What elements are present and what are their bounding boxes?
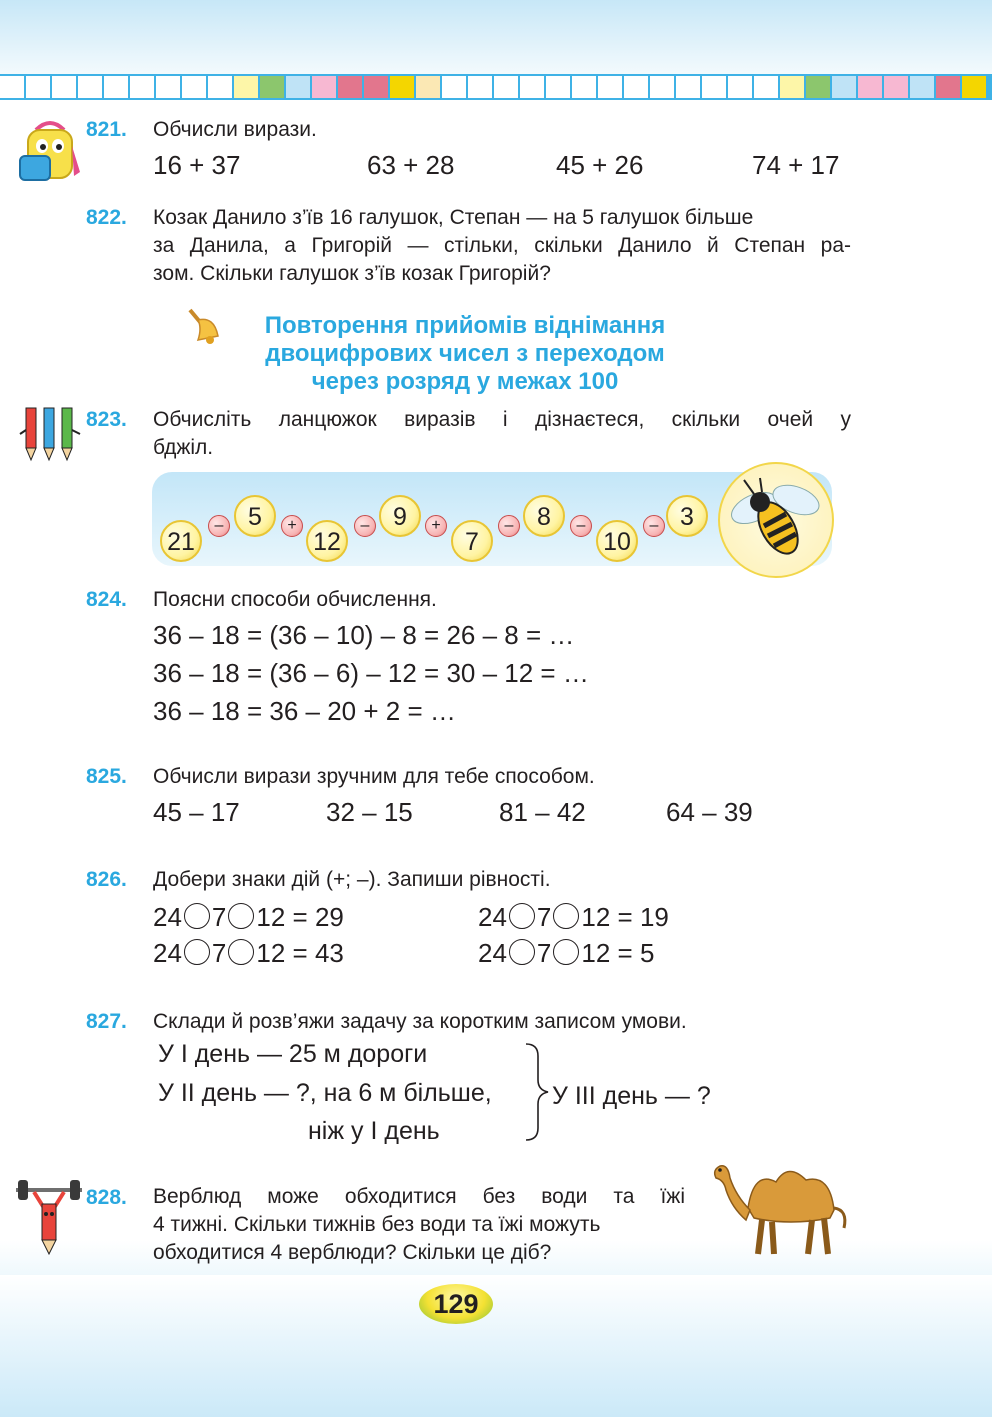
chain-operator: + xyxy=(281,515,303,537)
strip-square xyxy=(650,76,674,98)
camel-icon xyxy=(710,1150,860,1260)
task-number-823: 823. xyxy=(86,408,127,431)
sign-slot[interactable] xyxy=(184,903,210,929)
task-number-825: 825. xyxy=(86,765,127,788)
chain-number: 5 xyxy=(234,495,276,537)
strip-square xyxy=(598,76,622,98)
method-line-1: 36 – 18 = (36 – 10) – 8 = 26 – 8 = … xyxy=(153,620,575,650)
strip-square xyxy=(0,76,24,98)
strip-square xyxy=(208,76,232,98)
chain-operator: – xyxy=(498,515,520,537)
chain-operator: – xyxy=(570,515,592,537)
chain-number: 9 xyxy=(379,495,421,537)
section-heading xyxy=(200,312,730,396)
task-number-826: 826. xyxy=(86,868,127,891)
chain-operator: – xyxy=(208,515,230,537)
operand-b: 7 xyxy=(536,902,552,932)
task-text-825: Обчисли вирази зручним для тебе способом. xyxy=(153,765,595,788)
strip-square xyxy=(910,76,934,98)
sign-slot[interactable] xyxy=(228,939,254,965)
chain-number: 10 xyxy=(596,520,638,562)
strip-square xyxy=(754,76,778,98)
operand-a: 24 xyxy=(478,902,507,932)
weightlifter-pencil-icon xyxy=(14,1180,84,1256)
operand-b: 7 xyxy=(211,902,227,932)
strip-square xyxy=(806,76,830,98)
curly-brace xyxy=(522,1042,552,1147)
expression-821-1: 16 + 37 xyxy=(153,150,241,180)
heading-line-3: через розряд у межах 100 xyxy=(311,368,619,395)
backpack-icon xyxy=(18,116,82,184)
strip-square xyxy=(234,76,258,98)
task-text-822-line-1: Козак Данило з’їв 16 галушок, Степан — на 5 галушок більше xyxy=(153,206,754,229)
task-text-824: Поясни способи обчислення. xyxy=(153,588,437,611)
chain-number: 7 xyxy=(451,520,493,562)
sign-slot[interactable] xyxy=(553,939,579,965)
sign-slot[interactable] xyxy=(184,939,210,965)
strip-square xyxy=(520,76,544,98)
task-text-826: Добери знаки дій (+; –). Запиши рівності. xyxy=(153,868,551,891)
operand-b: 7 xyxy=(211,938,227,968)
method-line-3: 36 – 18 = 36 – 20 + 2 = … xyxy=(153,696,456,726)
bee-icon xyxy=(718,462,834,578)
sign-slot[interactable] xyxy=(509,939,535,965)
task-number-827: 827. xyxy=(86,1010,127,1033)
operand-a: 24 xyxy=(153,938,182,968)
task-text-823-line-2: бджіл. xyxy=(153,436,214,459)
task-text-821: Обчисли вирази. xyxy=(153,118,317,141)
sign-slot[interactable] xyxy=(553,903,579,929)
strip-square xyxy=(780,76,804,98)
strip-square xyxy=(416,76,440,98)
method-line-2: 36 – 18 = (36 – 6) – 12 = 30 – 12 = … xyxy=(153,658,589,688)
strip-square xyxy=(494,76,518,98)
strip-square xyxy=(364,76,388,98)
strip-square xyxy=(624,76,648,98)
expression-825-3: 81 – 42 xyxy=(499,797,586,827)
strip-square xyxy=(572,76,596,98)
heading-line-1: Повторення прийомів віднімання xyxy=(264,312,666,339)
task-number-828: 828. xyxy=(86,1186,127,1209)
chain-operator: + xyxy=(425,515,447,537)
equation-tail: 12 = 43 xyxy=(256,938,344,968)
operand-a: 24 xyxy=(153,902,182,932)
sign-slot[interactable] xyxy=(228,903,254,929)
strip-square xyxy=(156,76,180,98)
top-band xyxy=(0,0,992,74)
strip-square xyxy=(338,76,362,98)
strip-square xyxy=(130,76,154,98)
strip-square xyxy=(26,76,50,98)
equation-row-2-left xyxy=(153,938,344,969)
expression-825-1: 45 – 17 xyxy=(153,797,240,827)
strip-square xyxy=(936,76,960,98)
chain-operator: – xyxy=(643,515,665,537)
task-text-828-line-1: Верблюд може обходитися без води та їжі xyxy=(153,1185,685,1208)
strip-square xyxy=(52,76,76,98)
chain-number: 3 xyxy=(666,495,708,537)
heading-line-2: двоцифрових чисел з переходом xyxy=(265,340,665,367)
bottom-band xyxy=(0,1275,992,1417)
strip-square xyxy=(442,76,466,98)
condition-line-3: ніж у І день xyxy=(308,1117,440,1145)
task-text-828-line-3: обходитися 4 верблюди? Скільки це діб? xyxy=(153,1241,552,1264)
strip-square xyxy=(832,76,856,98)
equation-tail: 12 = 19 xyxy=(581,902,669,932)
task-text-828-line-2: 4 тижні. Скільки тижнів без води та їжі можуть xyxy=(153,1213,601,1236)
task-number-824: 824. xyxy=(86,588,127,611)
task-number-821: 821. xyxy=(86,118,127,141)
equation-tail: 12 = 29 xyxy=(256,902,344,932)
task-text-822-line-2: за Данила, а Григорій — стільки, скільки Данило й Степан ра- xyxy=(153,234,851,257)
page-number: 129 xyxy=(419,1284,493,1324)
strip-square xyxy=(312,76,336,98)
expression-825-4: 64 – 39 xyxy=(666,797,753,827)
chain-number: 8 xyxy=(523,495,565,537)
task-text-827: Склади й розв’яжи задачу за коротким записом умови. xyxy=(153,1010,687,1033)
expression-821-3: 45 + 26 xyxy=(556,150,644,180)
expression-825-2: 32 – 15 xyxy=(326,797,413,827)
strip-square xyxy=(858,76,882,98)
strip-square xyxy=(182,76,206,98)
condition-line-1: У І день — 25 м дороги xyxy=(158,1040,428,1068)
chain-number: 21 xyxy=(160,520,202,562)
strip-square xyxy=(546,76,570,98)
equation-row-2-right xyxy=(478,938,654,969)
strip-square xyxy=(676,76,700,98)
strip-square xyxy=(104,76,128,98)
strip-square xyxy=(962,76,986,98)
strip-square xyxy=(468,76,492,98)
expression-821-4: 74 + 17 xyxy=(752,150,840,180)
operand-b: 7 xyxy=(536,938,552,968)
equation-tail: 12 = 5 xyxy=(581,938,655,968)
strip-square xyxy=(390,76,414,98)
condition-result: У ІІІ день — ? xyxy=(552,1082,711,1110)
expression-821-2: 63 + 28 xyxy=(367,150,455,180)
strip-square xyxy=(728,76,752,98)
operand-a: 24 xyxy=(478,938,507,968)
condition-line-2: У ІІ день — ?, на 6 м більше, xyxy=(158,1079,492,1107)
chain-operator: – xyxy=(354,515,376,537)
equation-row-1-right xyxy=(478,902,669,933)
chain-number: 12 xyxy=(306,520,348,562)
sign-slot[interactable] xyxy=(509,903,535,929)
task-text-823-line-1: Обчисліть ланцюжок виразів і дізнаєтеся, скільки очей у xyxy=(153,408,851,431)
pencils-icon xyxy=(16,404,82,462)
strip-square xyxy=(286,76,310,98)
task-text-822-line-3: зом. Скільки галушок з’їв козак Григорій? xyxy=(153,262,551,285)
strip-square xyxy=(78,76,102,98)
task-number-822: 822. xyxy=(86,206,127,229)
strip-square xyxy=(702,76,726,98)
decorative-strip xyxy=(0,74,992,100)
equation-row-1-left xyxy=(153,902,344,933)
strip-square xyxy=(884,76,908,98)
strip-square xyxy=(260,76,284,98)
